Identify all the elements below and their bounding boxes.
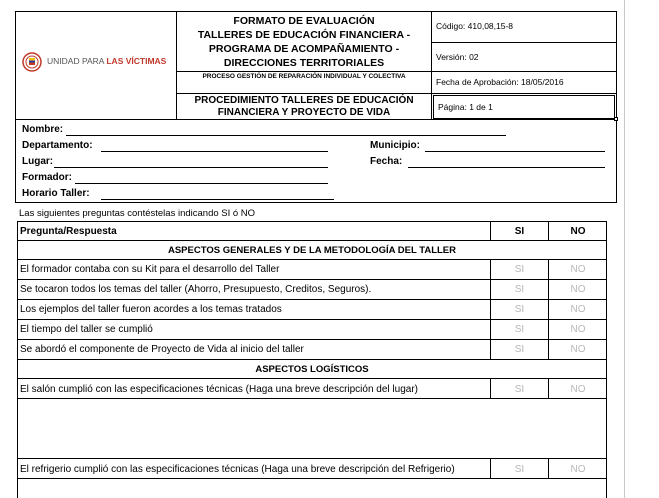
formador-input[interactable] [75, 183, 328, 184]
no-option[interactable]: NO [570, 304, 586, 315]
fields-frame [15, 120, 617, 203]
no-option[interactable]: NO [570, 284, 586, 295]
table-row: El salón cumplió con las especificaciones técnicas (Haga una breve descripción del lugar) [20, 384, 418, 395]
seal-icon [22, 52, 42, 72]
question-header: Pregunta/Respuesta [20, 226, 117, 237]
table-row: Los ejemplos del taller fueron acordes a los temas tratados [20, 304, 282, 315]
municipio-label: Municipio: [370, 140, 420, 151]
departamento-input[interactable] [101, 151, 328, 152]
table-row: El tiempo del taller se cumplió [20, 324, 153, 335]
form-title: FORMATO DE EVALUACIÓN TALLERES DE EDUCACIÓN FINANCIERA - PROGRAMA DE ACOMPAÑAMIENTO - DIRECCIONES TERRITORIALES [197, 15, 411, 69]
table-row: Se tocaron todos los temas del taller (Ahorro, Presupuesto, Creditos, Seguros). [20, 284, 372, 295]
no-header: NO [570, 226, 586, 237]
section-title-logistics: ASPECTOS LOGÍSTICOS [255, 364, 369, 375]
fecha-aprobacion: Fecha de Aprobación: 18/05/2016 [436, 77, 564, 87]
si-option[interactable]: SI [514, 264, 525, 275]
departamento-label: Departamento: [22, 140, 93, 151]
table-row: El refrigerio cumplió con las especificaciones técnicas (Haga una breve descripción del Refrigerio) [20, 464, 455, 475]
section-title-general: ASPECTOS GENERALES Y DE LA METODOLOGÍA DEL TALLER [167, 245, 457, 256]
lugar-input[interactable] [54, 167, 328, 168]
no-option[interactable]: NO [570, 344, 586, 355]
table-row: Se abordó el componente de Proyecto de Vida al inicio del taller [20, 344, 304, 355]
si-option[interactable]: SI [514, 384, 525, 395]
formador-label: Formador: [22, 172, 72, 183]
procedure-name: PROCEDIMIENTO TALLERES DE EDUCACIÓN FINANCIERA Y PROYECTO DE VIDA [194, 95, 414, 118]
no-option[interactable]: NO [570, 464, 586, 475]
pagina: Página: 1 de 1 [438, 102, 493, 112]
fecha-input[interactable] [408, 167, 605, 168]
refrigerio-description-area[interactable] [18, 479, 606, 498]
logo [20, 52, 170, 74]
pagina-box [433, 95, 615, 119]
process-name: PROCESO GESTIÓN DE REPARACIÓN INDIVIDUAL Y COLECTIVA [202, 73, 406, 80]
no-option[interactable]: NO [570, 324, 586, 335]
si-option[interactable]: SI [514, 324, 525, 335]
fecha-label: Fecha: [370, 156, 403, 167]
codigo: Código: 410,08,15-8 [436, 21, 514, 31]
logo-text-bold: LAS VÍCTIMAS [106, 56, 167, 66]
si-option[interactable]: SI [514, 304, 525, 315]
no-option[interactable]: NO [570, 384, 586, 395]
si-option[interactable]: SI [514, 464, 525, 475]
si-option[interactable]: SI [514, 284, 525, 295]
si-option[interactable]: SI [514, 344, 525, 355]
municipio-input[interactable] [425, 151, 605, 152]
table-row: El formador contaba con su Kit para el desarrollo del Taller [20, 264, 280, 275]
horario-label: Horario Taller: [22, 188, 90, 199]
nombre-label: Nombre: [22, 124, 64, 135]
page-edge [624, 0, 625, 498]
si-header: SI [514, 226, 525, 237]
logo-text: UNIDAD PARA [47, 56, 107, 66]
version: Versión: 02 [436, 52, 479, 62]
horario-input[interactable] [101, 199, 334, 200]
nombre-input[interactable] [66, 135, 506, 136]
lugar-label: Lugar: [22, 156, 54, 167]
instruction-text: Las siguientes preguntas contéstelas indicando SI ó NO [19, 208, 256, 219]
no-option[interactable]: NO [570, 264, 586, 275]
salon-description-area[interactable] [18, 399, 606, 458]
